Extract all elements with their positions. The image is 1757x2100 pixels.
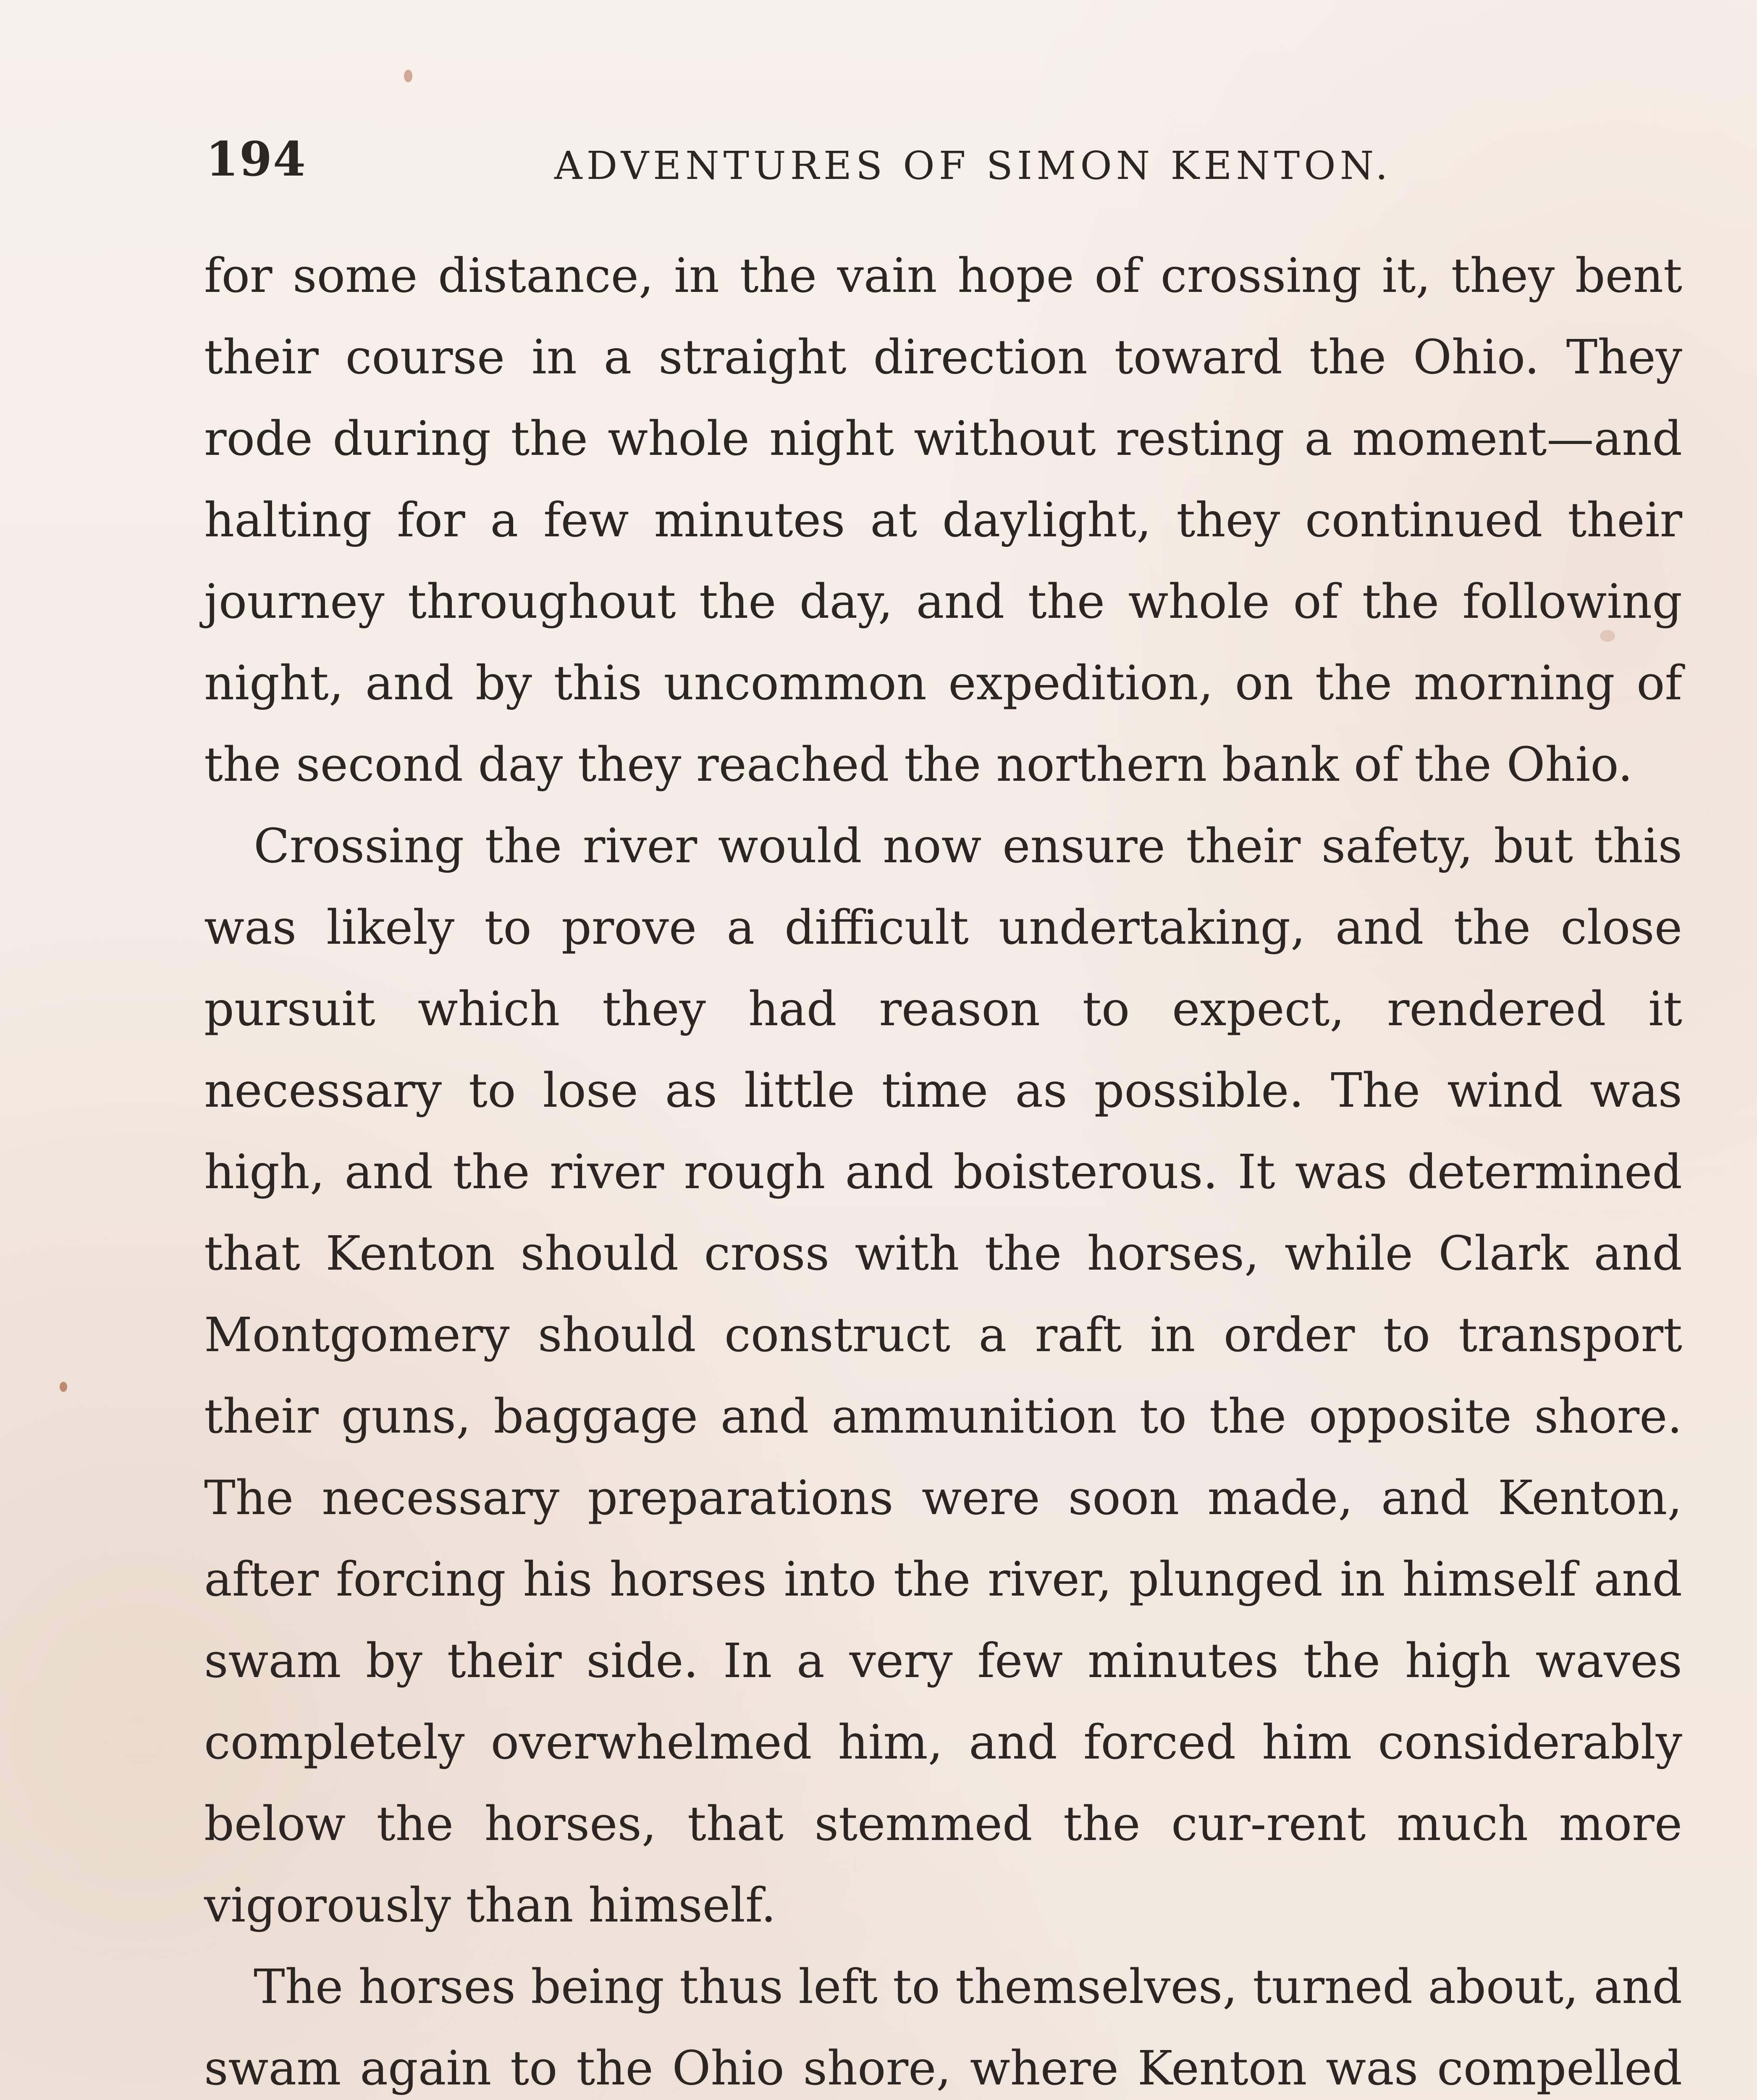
- paragraph-2: Crossing the river would now ensure their safety, but this was likely to prove a difficult undertaking, and the close pursuit which they had reason to expect, rendered it necessary to lose as little time as possible. The wind was high, and the river rough and boisterous. It was determined that Kenton should cross with the horses, while Clark and Montgomery should construct a raft in order to transport their guns, baggage and ammunition to the opposite shore. The necessary preparations were soon made, and Kenton, after forcing his horses into the river, plunged in himself and swam by their side. In a very few minutes the high waves completely overwhelmed him, and forced him considerably below the horses, that stemmed the cur-rent much more vigorously than himself.: [204, 819, 1682, 1933]
- page-number: 194: [206, 132, 307, 187]
- paragraph-3: The horses being thus left to themselves, turned about, and swam again to the Ohio shore, where Kenton was compelled: [204, 1960, 1682, 2096]
- ink-speck: [60, 1382, 67, 1392]
- running-title: ADVENTURES OF SIMON KENTON.: [554, 143, 1392, 188]
- paragraph-1: for some distance, in the vain hope of crossing it, they bent their course in a straight direction toward the Ohio. They rode during the whole night without resting a moment—and halting for a few minutes at daylight, they continued their journey throughout the day, and the whole of the following night, and by this uncommon expedition, on the morning of the second day they reached the northern bank of the Ohio.: [204, 249, 1682, 792]
- running-head: [206, 126, 1684, 193]
- body-text: [204, 235, 1682, 2100]
- ink-speck: [404, 70, 412, 82]
